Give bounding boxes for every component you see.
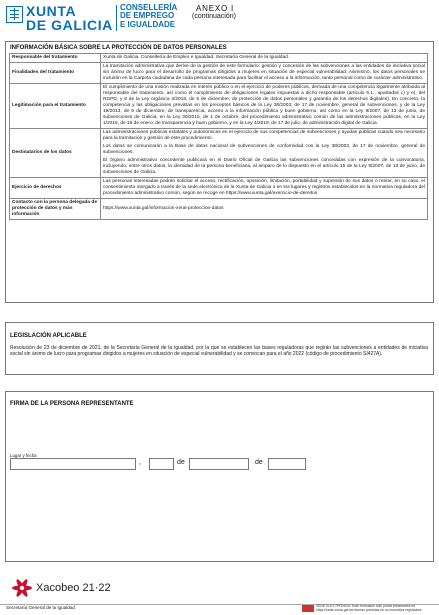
row-content bbox=[101, 84, 428, 129]
row-paragraph: Xunta de Galicia. Consellería de Empleo e Igualdad. Secretaría General de la Igualdad. bbox=[103, 55, 290, 60]
xunta-flag-icon bbox=[6, 6, 23, 23]
conselleria-name: CONSELLERÍA DE EMPREGO E IGUALDADE bbox=[120, 3, 178, 29]
xacobeo-star-icon bbox=[10, 578, 34, 598]
place-date-label: Lugar y fecha bbox=[10, 453, 37, 458]
data-protection-title: INFORMACIÓN BÁSICA SOBRE LA PROTECCIÓN DE DATOS PERSONALES bbox=[10, 45, 227, 51]
signature-title: FIRMA DE LA PERSONA REPRESENTANTE bbox=[10, 401, 134, 407]
row-content bbox=[101, 178, 428, 199]
data-protection-row bbox=[10, 84, 428, 129]
row-content bbox=[101, 129, 428, 178]
day-field[interactable] bbox=[149, 458, 174, 470]
signature-section bbox=[5, 391, 434, 562]
row-label: Destinatarios de los datos bbox=[10, 129, 101, 178]
de-separator-1: de bbox=[177, 459, 185, 466]
row-paragraph: Las personas interesadas podrán solicitar el acceso, rectificación, oposición, limitación, portabilidad y supresión de sus datos o retirar, en su caso, el consentimiento otorgado a través de la sede electrónica de la Xunta de Galicia o en los lugares y registros establecidos en la normativa reguladora del procedimiento administrativo común, según se recoge en https://www.xunta.gal/exercicio-de-dereitos bbox=[103, 179, 425, 196]
row-label: Contacto con la persona delegada de protección de datos y más información bbox=[10, 199, 101, 220]
row-paragraph: El órgano administrativo concedente publicará en el Diario Oficial de Galicia las subvenciones concedidas con expresión de la convocatoria, incluyendo, entre otros datos, la identidad de la persona beneficiaria, al amparo de lo dispuesto en el artículo 15 de la Ley 9/2007, de 13 de junio, de subvenciones de Galicia. bbox=[103, 158, 425, 175]
row-content bbox=[101, 63, 428, 84]
row-label: Responsable del tratamiento bbox=[10, 54, 101, 63]
row-content bbox=[101, 54, 428, 63]
xunta-word: XUNTA bbox=[26, 3, 77, 19]
row-label: Legitimación para el tratamiento bbox=[10, 84, 101, 129]
row-paragraph: https://www.xunta.gal/informacion-xeral-proteccion-datos bbox=[103, 206, 224, 211]
row-label: Finalidades del tratamiento bbox=[10, 63, 101, 84]
year-field[interactable] bbox=[268, 458, 306, 470]
xacobeo-text: Xacobeo 21·22 bbox=[36, 582, 111, 594]
legislation-title: LEGISLACIÓN APLICABLE bbox=[10, 333, 87, 339]
comma-separator: , bbox=[139, 459, 141, 466]
month-field[interactable] bbox=[189, 458, 249, 470]
data-protection-row bbox=[10, 63, 428, 84]
galicia-word: DE GALICIA bbox=[26, 17, 113, 33]
data-protection-row bbox=[10, 199, 428, 220]
place-field[interactable] bbox=[10, 458, 136, 470]
annex-title: ANEXO I bbox=[196, 4, 235, 13]
sede-electronica-icon bbox=[302, 605, 314, 612]
data-protection-row bbox=[10, 54, 428, 63]
row-content bbox=[101, 199, 428, 220]
xunta-logo bbox=[6, 4, 118, 34]
footer-department: Secretaría General de la Igualdad bbox=[6, 605, 75, 610]
header-divider bbox=[116, 5, 117, 31]
data-protection-row bbox=[10, 178, 428, 199]
data-protection-table bbox=[9, 53, 428, 220]
row-label: Ejercicio de derechos bbox=[10, 178, 101, 199]
legislation-text: Resolución de 23 de diciembre de 2021, de la Secretaría General de la Igualdad, por la que se establecen las bases reguladoras que regirán las subvenciones a entidades de iniciativa social sin ánimo de lucro para programas dirigidos a mujeres en situación de especial vulnerabilidad y se convocan para el año 2022 (código de procedimiento SI427A). bbox=[10, 345, 428, 357]
row-paragraph: Las administraciones públicas estatales y autonómicas en el ejercicio de sus competencias de subvenciones y ayudas públicas cuando sea necesario para la tramitación y gestión de este procedimiento. bbox=[103, 130, 425, 141]
footer-sede-note: SEDE ELECTRÓNICA: Este formulario sólo podrá presentarse en https://sede.xunta.gal las formas previstas en su normativa reguladora bbox=[316, 604, 422, 612]
xacobeo-logo bbox=[10, 578, 120, 598]
row-paragraph: Los datos se comunicarán a la Base de datos nacional de subvenciones de conformidad con la Ley 38/2003, de 17 de noviembre, general de subvenciones. bbox=[103, 144, 425, 155]
row-paragraph: El cumplimiento de una misión realizada en interés público o en el ejercicio de poderes públicos, derivada de una competencia legalmente atribuida al responsable del tratamiento, así como el cumplimiento de obligaciones legales impuestas a dicho responsable (artículo 6.1., apartados c) y e), del RGPD, y 8 de la Ley orgánica 3/2018, de 5 de diciembre, de protección de datos personales y garantía de los derechos digitales). En concreto, la competencia y las obligaciones previstas en los preceptos básicos de la Ley 38/2003, de 17 de noviembre, general de subvenciones, y de la Ley 19/2013, de 9 de diciembre, de transparencia, acceso a la información pública y buen gobierno, así como en la Ley 9/2007, de 13 de junio, de subvenciones de Galicia, en la Ley 39/2015, de 1 de octubre, del procedimiento administrativo común de las administraciones públicas, en la Ley 1/2016, de 18 de enero, de transparencia y buen gobierno, y en la Ley 4/2019, de 17 de julio, de administración digital de Galicia. bbox=[103, 85, 425, 126]
data-protection-row bbox=[10, 129, 428, 178]
de-separator-2: de bbox=[255, 459, 263, 466]
row-paragraph: La tramitación administrativa que derive de la gestión de este formulario: gestión y concesión de las subvenciones a las entidades de iniciativa social sin ánimo de lucro para el desarrollo de programas dirigidos a mujeres en situación de especial vulnerabilidad. Asimismo, los datos personales se incluirán en la Carpeta ciudadana de cada persona interesada para facilitar el acceso a la información, tanto personal como de carácter administrativo. bbox=[103, 64, 425, 81]
annex-subtitle: (continuación) bbox=[192, 13, 236, 20]
